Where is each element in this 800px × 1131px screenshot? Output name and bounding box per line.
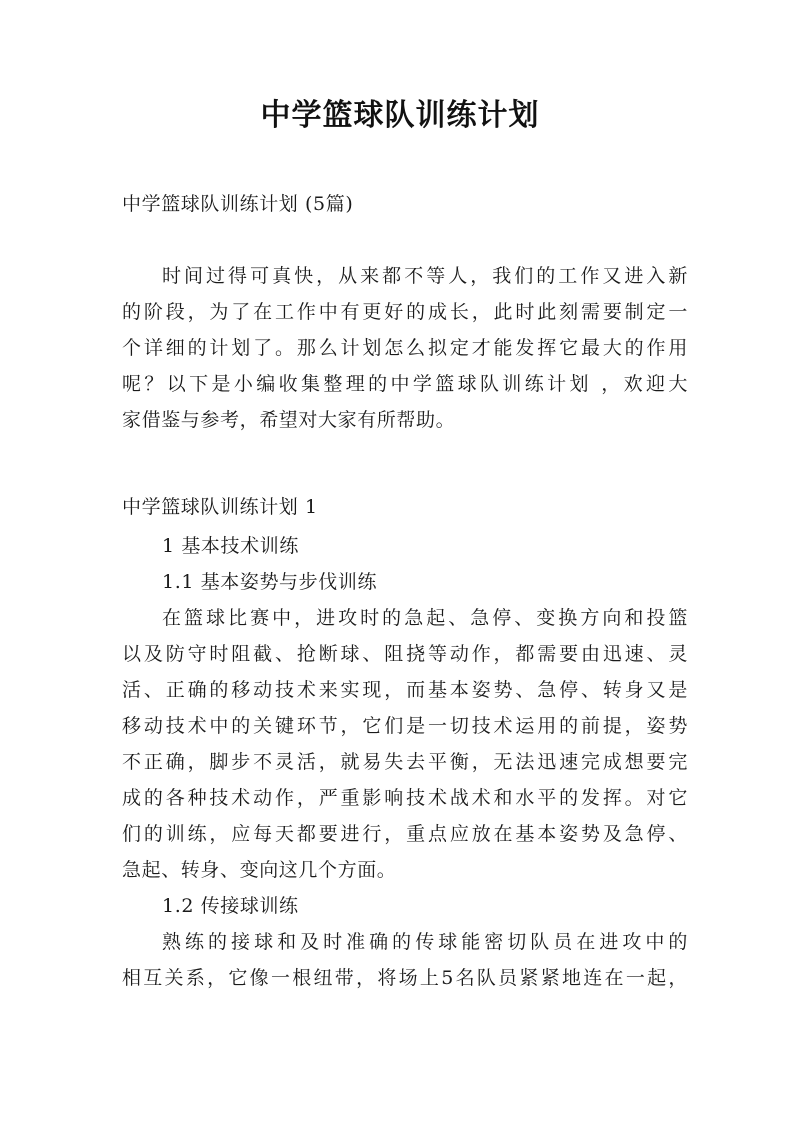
intro-line: 呢？以下是小编收集整理的中学篮球队训练计划 ，欢迎大 — [122, 373, 688, 395]
paragraph-line: 在篮球比赛中，进攻时的急起、急停、变换方向和投篮 — [162, 607, 688, 629]
paragraph-line: 移动技术中的关键环节，它们是一切技术运用的前提，姿势 — [122, 715, 688, 737]
document-subtitle: 中学篮球队训练计划 (5篇) — [122, 193, 354, 215]
paragraph-line: 相互关系，它像一根纽带，将场上5名队员紧紧地连在一起， — [122, 967, 688, 989]
intro-line: 的阶段，为了在工作中有更好的成长，此时此刻需要制定一 — [122, 301, 688, 323]
heading-1-2: 1.2 传接球训练 — [162, 895, 299, 917]
paragraph-line: 熟练的接球和及时准确的传球能密切队员在进攻中的 — [162, 931, 688, 953]
document-title: 中学篮球队训练计划 — [260, 98, 540, 133]
paragraph-line: 成的各种技术动作，严重影响技术战术和水平的发挥。对它 — [122, 787, 688, 809]
heading-1: 1 基本技术训练 — [162, 535, 299, 557]
paragraph-line: 以及防守时阻截、抢断球、阻挠等动作，都需要由迅速、灵 — [122, 643, 688, 665]
intro-line: 家借鉴与参考，希望对大家有所帮助。 — [122, 409, 456, 431]
paragraph-line: 不正确，脚步不灵活，就易失去平衡，无法迅速完成想要完 — [122, 751, 688, 773]
paragraph-line: 活、正确的移动技术来实现，而基本姿势、急停、转身又是 — [122, 679, 688, 701]
intro-line: 个详细的计划了。那么计划怎么拟定才能发挥它最大的作用 — [122, 337, 688, 359]
paragraph-line: 们的训练，应每天都要进行，重点应放在基本姿势及急停、 — [122, 823, 688, 845]
section-heading: 中学篮球队训练计划 1 — [122, 496, 318, 518]
paragraph-line: 急起、转身、变向这几个方面。 — [122, 859, 397, 881]
intro-line: 时间过得可真快，从来都不等人，我们的工作又进入新 — [162, 265, 688, 287]
heading-1-1: 1.1 基本姿势与步伐训练 — [162, 571, 378, 593]
